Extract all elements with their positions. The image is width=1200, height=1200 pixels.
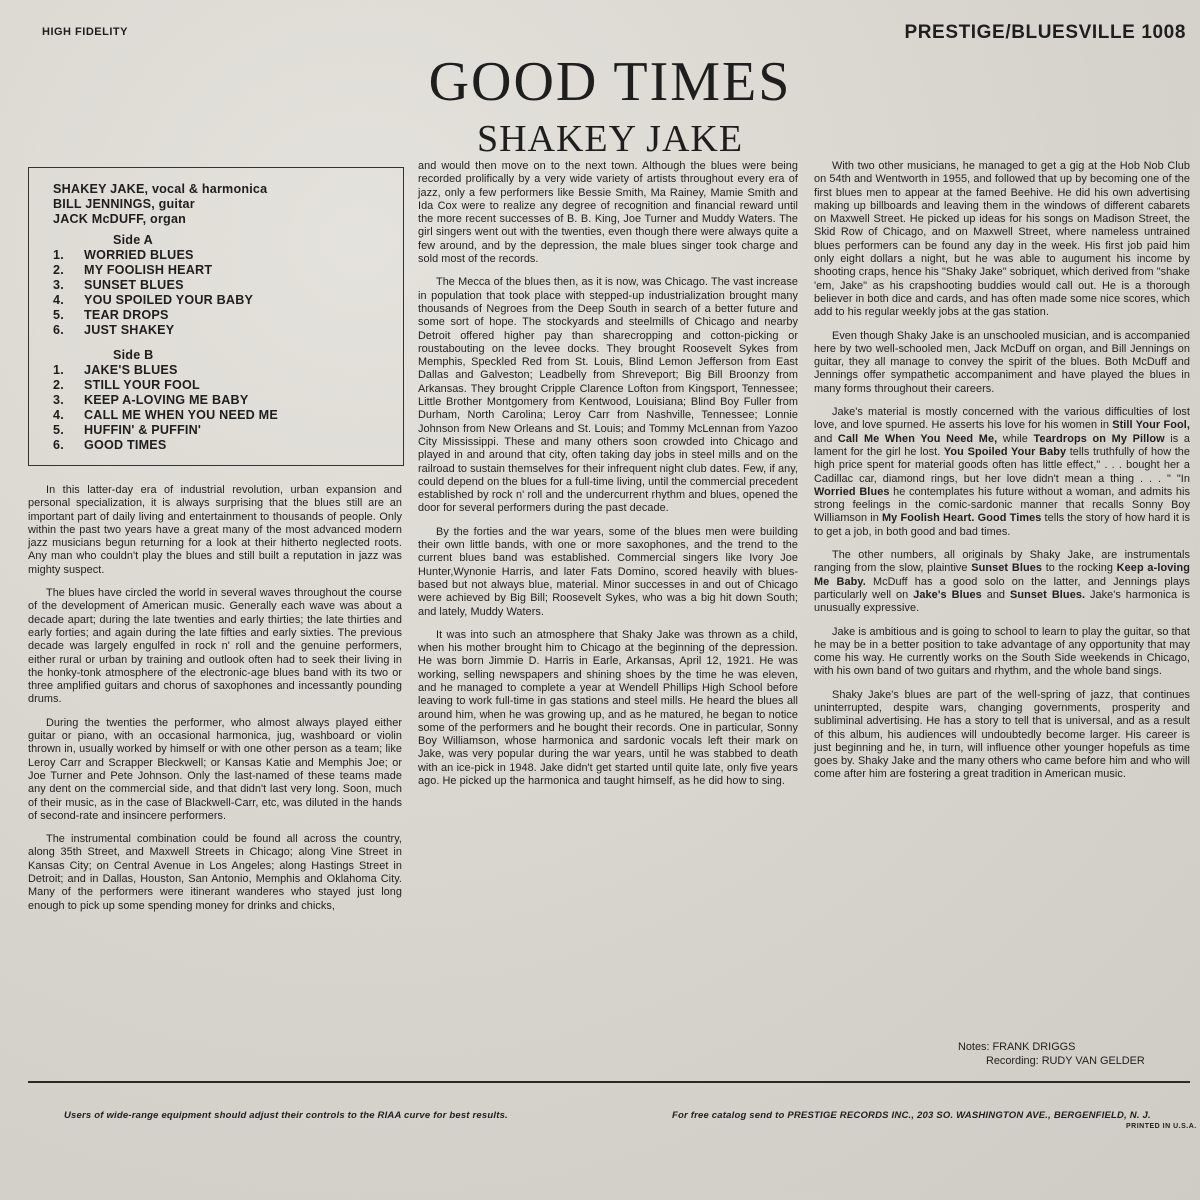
notes-credit: Notes: FRANK DRIGGS — [958, 1041, 1076, 1053]
notes-text: Jake's harmonica is unusually expressive. — [814, 588, 1190, 615]
song-title: Keep a-loving Me Baby. — [814, 562, 1190, 588]
song-title: My Foolish Heart. — [881, 512, 975, 525]
notes-text: and — [981, 588, 1010, 601]
notes-paragraph: The blues have circled the world in several waves throughout the course of the development of American music. Generally each wave was about a decade apart; during the late twenties and early thirties; the late thirties and early forties; and again during the late fifties and early sixties. The previous decade was largely engulfed in rock n' roll and the genuine performers, either rural or urban by training and outlook often had to seek their living in the honky-tonk atmosphere of the electronic-age blues band with its two or three amplified guitars and chorus of saxophones and incessantly pounding drums. — [28, 587, 402, 706]
track-item — [53, 308, 403, 323]
song-title: Jake's Blues — [913, 588, 982, 601]
side-b-heading: Side B — [113, 348, 154, 362]
notes-paragraph: The Mecca of the blues then, as it is now, was Chicago. The vast increase in population that took place with stepped-up industrialization brought many thousands of Negroes from the Deep South in search of a better future and some sort of hope. The stockyards and steelmills of Chicago and nearby Detroit offered higher pay than sharecropping and cotton-picking or roustabouting on the levee docks. They brought Roosevelt Sykes from Memphis, Speckled Red from St. Louis, Blind Lemon Jefferson from East Dallas and Galveston; Leadbelly from Shreveport; Big Bill Broonzy from Arkansas. They brought Cripple Clarence Lofton from Kingsport, Tennessee; Little Brother Montgomery from Kentwood, Louisiana; Blind Boy Fuller from Durham, North Carolina; Leroy Carr from Nashville, Tennessee; Lonnie Johnson from New Orleans and St. Louis; and Tommy McLennan from Yazoo City Mississippi. These and many others soon crowded into Chicago and played in and around that city, often taking day jobs in steel mills and on the railroad to sustain themselves for their infrequent night club dates. Few, if any, could depend on the blues for a full-time living, until the commercial precedent established by rock n' roll and the undercurrent rhythm and blues, opened the door for several performers during the past decade. — [418, 276, 798, 515]
notes-text: tells the story of how hard it is to get a job, in both good and bad times. — [814, 512, 1190, 538]
notes-paragraph: By the forties and the war years, some of the blues men were building their own little bands, with one or more saxophones, and the trend to the current blues band was established. Commercial singers like Ivory Joe Hunter,Wynonie Harris, and later Fats Domino, scored heavily with blues-based but not always blue, material. Minor successes in and out of Chicago were achieved by Big Bill; Roosevelt Sykes, who was a big hit down South; and lately, Muddy Waters. — [418, 525, 798, 618]
track-item — [53, 293, 403, 308]
tracklist-box — [28, 167, 404, 466]
track-item — [53, 363, 403, 378]
production-credits — [958, 1040, 1145, 1068]
track-number: 3. — [53, 278, 64, 292]
song-title: Still Your Fool, — [1112, 419, 1190, 432]
notes-text: McDuff has a good solo on the latter, and Jennings plays particularly well on — [814, 575, 1190, 601]
catalog-offer: For free catalog send to PRESTIGE RECORDS INC., 203 SO. WASHINGTON AVE., BERGENFIELD, N. J. — [672, 1110, 1151, 1121]
track-item — [53, 393, 403, 408]
notes-text: The other numbers, all originals by Shaky Jake, are instrumentals ranging from the slow, plaintive — [814, 549, 1190, 575]
notes-text: Jake's material is mostly concerned with the various difficulties of lost love, and love spurned. He asserts his love for his women in — [814, 406, 1190, 432]
notes-paragraph — [814, 406, 1190, 539]
track-number: 5. — [53, 423, 64, 437]
notes-text: and — [814, 432, 838, 445]
track-number: 4. — [53, 293, 64, 307]
notes-text: tells truthfully of how the high price spent for material goods often has little effect," . . . bought her a Cadillac car, diamond rings, but her love didn't mean a thing . . . " "In — [814, 445, 1190, 485]
footer-divider — [28, 1081, 1190, 1083]
track-item — [53, 323, 403, 338]
track-number: 6. — [53, 323, 64, 337]
track-title: JAKE'S BLUES — [84, 363, 178, 377]
track-title: MY FOOLISH HEART — [84, 263, 213, 277]
notes-paragraph: It was into such an atmosphere that Shaky Jake was thrown as a child, when his mother brought him to Chicago at the beginning of the depression. He was born Jimmie D. Harris in Earle, Arkansas, April 12, 1921. He was working, selling newspapers and shining shoes by the time he was eleven, and he managed to complete a year at Wendell Phillips High School before leaving to work full-time in gas stations and steel mills. He heard the blues all around him, when he was growing up, and as he matured, he began to notice some of the performers and he bought their records. One in particular, Sonny Boy Williamson, whose harmonica and sardonic vocals left their mark on Jake, was very popular during the war years, until he was stabbed to death with an ice-pick in 1948. Jake didn't get started until quite late, only five years ago. He picked up the harmonica and taught himself, as he did how to sing. — [418, 628, 798, 788]
notes-paragraph: With two other musicians, he managed to get a gig at the Hob Nob Club on 54th and Wentworth in 1955, and followed that up by becoming one of the first blues men to appear at the famed Beehive. He did his own advertising making up billboards and leaving them in the windows of different cabarets on Maxwell Street. He picked up ideas for his songs on Madison Street, the Skid Row of Chicago, and on Maxwell Street, where nameless untrained blues performers can be found any day in the week. His first job paid him only eight dollars a night, but he was able to augument his income by shooting craps, hence his "Shaky Jake" sobriquet, which derived from "shake 'em, Jake" as his crapshooting buddies would call out. He is a thorough believer in both dice and cards, and has often made some nice scores, which add to his regular weekly jobs at the gas station. — [814, 160, 1190, 319]
track-number: 5. — [53, 308, 64, 322]
notes-text: while — [997, 432, 1034, 445]
song-title: You Spoiled Your Baby — [943, 445, 1067, 458]
liner-notes-column-2 — [418, 160, 798, 798]
track-number: 2. — [53, 263, 64, 277]
personnel-credit: BILL JENNINGS, guitar — [53, 197, 195, 211]
side-a-heading: Side A — [113, 233, 153, 247]
track-title: WORRIED BLUES — [84, 248, 194, 262]
track-item — [53, 278, 403, 293]
track-item — [53, 263, 403, 278]
catalog-number: PRESTIGE/BLUESVILLE 1008 — [904, 22, 1186, 43]
track-title: STILL YOUR FOOL — [84, 378, 200, 392]
track-title: HUFFIN' & PUFFIN' — [84, 423, 202, 437]
song-title: Good Times — [977, 512, 1042, 525]
notes-paragraph: During the twenties the performer, who almost always played either guitar or piano, with an occasional harmonica, jug, washboard or violin thrown in, usually worked by himself or with one other person as a team; like Leroy Carr and Scrapper Bleckwell; or Kansas Katie and Memphis Joe; or Joe Turner and Pete Johnson. Only the last-named of these teams made any dent on the commercial side, and that didn't last very long. Soon, much of their music, as in the case of Blackwell-Carr, etc, was diluted in the hands of second-rate and insincere performers. — [28, 716, 402, 822]
song-title: Worried Blues — [814, 485, 890, 498]
notes-text: to the rocking — [1042, 562, 1117, 575]
notes-paragraph: Even though Shaky Jake is an unschooled musician, and is accompanied here by two well-schooled men, Jack McDuff on organ, and Bill Jennings on guitar, they all manage to convey the spirit of the blues. Both McDuff and Jennings offer sympathetic accompaniment and have played the blues in many forms throughout their careers. — [814, 329, 1190, 395]
track-number: 1. — [53, 363, 64, 377]
song-title: Sunset Blues. — [1009, 588, 1086, 601]
track-title: KEEP A-LOVING ME BABY — [84, 393, 249, 407]
notes-text: he contemplates his future without a woman, and admits his strong feelings in the comic-sardonic manner that recalls Sonny Boy Williamson in — [814, 485, 1190, 525]
artist-name: SHAKEY JAKE — [476, 118, 744, 160]
notes-paragraph: Jake is ambitious and is going to school to learn to play the guitar, so that he may be in a better position to take advantage of any opportunity that may come his way. He currently works on the South Side weekends in Chicago, with his own band of two guitars and rhythm, and the whole band sings. — [814, 625, 1190, 678]
track-item — [53, 438, 403, 453]
album-title: GOOD TIMES — [428, 51, 792, 113]
track-title: SUNSET BLUES — [84, 278, 184, 292]
track-number: 4. — [53, 408, 64, 422]
notes-paragraph: Shaky Jake's blues are part of the well-spring of jazz, that continues uninterrupted, despite wars, changing governments, prosperity and subliminal advertising. He has a story to tell that is universal, and as a result of this album, his audiences will undoubtedly become larger. His career is just beginning and he, in turn, will influence other younger hopefuls as time goes by. Shaky Jake and the many others who came before him and who will come after him are fostering a great tradition in American music. — [814, 688, 1190, 781]
track-number: 1. — [53, 248, 64, 262]
track-number: 2. — [53, 378, 64, 392]
notes-paragraph — [814, 549, 1190, 615]
recording-credit: Recording: RUDY VAN GELDER — [986, 1055, 1145, 1067]
notes-text: is a lament for the girl he lost. — [814, 432, 1190, 458]
notes-paragraph: In this latter-day era of industrial revolution, urban expansion and personal specialization, it is always surprising that the blues still are an important part of daily living and entertainment to thousands of people. Only within the past two years have a great many of the most advanced modern jazz musicians begun returning for a look at their hitherto neglected roots. Any man who couldn't play the blues and still built a reputation in jazz was mighty suspect. — [28, 484, 402, 576]
track-item — [53, 408, 403, 423]
personnel-credit: JACK McDUFF, organ — [53, 212, 187, 226]
track-title: JUST SHAKEY — [84, 323, 175, 337]
personnel-credit: SHAKEY JAKE, vocal & harmonica — [53, 182, 268, 196]
track-item — [53, 378, 403, 393]
song-title: Teardrops on My Pillow — [1033, 432, 1165, 445]
track-title: TEAR DROPS — [84, 308, 169, 322]
liner-notes-column-1 — [28, 484, 402, 923]
track-item — [53, 248, 403, 263]
track-title: CALL ME WHEN YOU NEED ME — [84, 408, 278, 422]
song-title: Call Me When You Need Me, — [837, 432, 998, 445]
notes-paragraph: and would then move on to the next town. Although the blues were being recorded prolifically by a very wide variety of artists throughout every era of jazz, only a few performers like Bessie Smith, Ma Rainey, Mamie Smith and Ida Cox were to realize any degree of recognition and financial reward until the more recent successes of B. B. King, Joe Turner and Muddy Waters. The girl singers went out with the twenties, even though there were always quite a few around, and by the depression, the male blues singer took charge and sold most of the records. — [418, 160, 798, 266]
notes-paragraph: The instrumental combination could be found all across the country, along 35th Street, and Maxwell Streets in Chicago; along Vine Street in Kansas City; on Central Avenue in Los Angeles; along Hastings Street in Detroit; and in Dallas, Houston, San Antonio, Memphis and Oklahoma City. Many of the performers were itinerant wanderes who stayed just long enough to pick up some spending money for drinks and chicks, — [28, 833, 402, 912]
song-title: Sunset Blues — [971, 562, 1043, 575]
printed-in-usa: PRINTED IN U.S.A. — [1126, 1123, 1197, 1130]
liner-notes-column-3 — [814, 160, 1190, 792]
high-fidelity-label: HIGH FIDELITY — [42, 26, 128, 38]
track-title: YOU SPOILED YOUR BABY — [84, 293, 254, 307]
track-number: 6. — [53, 438, 64, 452]
riaa-notice: Users of wide-range equipment should adjust their controls to the RIAA curve for best results. — [64, 1110, 508, 1121]
track-title: GOOD TIMES — [84, 438, 167, 452]
track-item — [53, 423, 403, 438]
track-number: 3. — [53, 393, 64, 407]
